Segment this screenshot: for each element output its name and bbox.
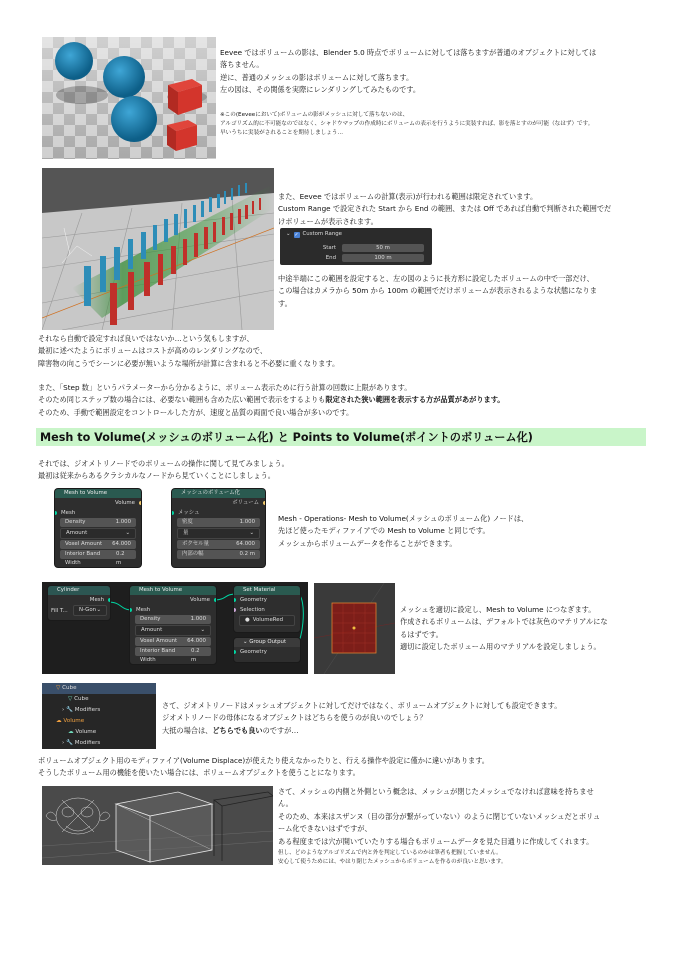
outliner-item[interactable] (42, 727, 156, 738)
emphasis-text: どちらでも良い (212, 725, 263, 735)
density-field[interactable] (60, 518, 136, 527)
mesh-data-icon: ▽ (68, 696, 75, 702)
text-line: 適切に設定したボリューム用のマテリアルを設定しましょう。 (400, 642, 601, 652)
block2-text2 (278, 273, 673, 310)
text-line: メッシュからボリュームデータを作ることができます。 (278, 538, 457, 548)
node-graph-editor[interactable] (42, 582, 308, 674)
density-label: 密度 (182, 519, 193, 525)
input-mesh-label: Mesh (136, 607, 151, 613)
text-line: この場合はカメラから 50m から 100m の範囲でだけボリュームが表示されるような状態になりま (278, 286, 597, 296)
output-volume-label: Volume (189, 597, 210, 603)
geometry-input-socket[interactable] (234, 598, 236, 602)
item-label: Cube (74, 696, 89, 702)
suzanne-wireframe-render (42, 786, 273, 865)
band-width-field[interactable] (135, 647, 211, 663)
selection-input-socket[interactable] (234, 608, 236, 612)
text-line: 落ちません。 (220, 60, 264, 70)
text-line: 最初に述べたようにボリュームはコストが高めのレンダリングなので、 (38, 346, 268, 356)
node-title: Mesh to Volume (64, 490, 108, 496)
text-line: メッシュを適切に設定し、Mesh to Volume につなぎます。 (400, 605, 596, 614)
chevron-down-icon: ⌄ (243, 639, 250, 645)
text-line: ん。 (278, 799, 293, 809)
node-title: Cylinder (57, 587, 80, 593)
text-line: ある程度までは穴が開いていたりする場合もボリュームデータを見た目通りに作成してくれます。 (278, 836, 594, 846)
material-sphere-icon: ● (245, 617, 250, 623)
item-label: Volume (75, 729, 97, 735)
density-value: 1.000 (115, 519, 131, 525)
output-volume-label: Volume (114, 500, 135, 506)
emphasis-text: 限定された狭い範囲を表示する方が品質があがります。 (325, 395, 505, 405)
outliner-item[interactable] (42, 705, 156, 716)
mesh-to-volume-node-en[interactable] (55, 489, 141, 567)
block5-text (278, 513, 673, 550)
text-line: ジオメトリノードの母体になるオブジェクトはどちらを使うのが良いのでしょう？ (162, 713, 427, 723)
pillar-scene (42, 168, 274, 330)
block6-text (400, 604, 670, 654)
item-label: Modifiers (74, 740, 101, 746)
chevron-right-icon[interactable]: › (62, 707, 67, 713)
text-line: また、Eevee ではボリュームの計算(表示)が行われる範囲は限定されています。 (278, 192, 538, 201)
block1-text (220, 47, 660, 97)
mode-dropdown[interactable] (177, 528, 260, 539)
end-value: 100 m (374, 255, 392, 261)
outliner-item[interactable] (42, 694, 156, 705)
density-field[interactable] (135, 615, 211, 624)
text-line (162, 725, 672, 737)
note-line: ※この(Eeveeにおいて)ボリュームの影がメッシュに対して落ちないのは、 (220, 112, 409, 118)
block8-text (38, 755, 668, 780)
item-label: Cube (62, 685, 77, 691)
item-label: Modifiers (74, 707, 101, 713)
output-mesh-label: Mesh (89, 597, 104, 603)
text-line: す。 (278, 298, 292, 308)
note-line: 但し、どのようなアルゴリズムで内と外を判定しているのかは筆者も把握していません。 (278, 850, 502, 856)
selection-label: Selection (240, 607, 265, 613)
node-title: Mesh to Volume (139, 587, 183, 593)
render-shapes (42, 37, 216, 159)
mode-dropdown[interactable] (135, 625, 211, 636)
item-label: Volume (63, 718, 85, 724)
material-selector[interactable] (239, 615, 295, 626)
text-line: そのため、本来はスザンヌ（目の部分が繋がっていない）のように閉じていないメッシュだとボリュ (278, 811, 601, 821)
text-line: さて、ジオメトリノードはメッシュオブジェクトに対してだけではなく、ボリュームオブジェクトに対しても設定できます。 (162, 701, 562, 710)
block2-text (278, 191, 673, 228)
text-line: ーム化できないはずですが、 (278, 824, 372, 834)
text-line (38, 394, 658, 406)
text-line: 中途半端にこの範囲を設定すると、左の図のように長方形に設定したボリュームの中で一部だけ、 (278, 274, 594, 283)
band-label: 内部の幅 (182, 551, 204, 557)
chevron-down-icon: ⌄ (249, 530, 254, 536)
cylinder-node[interactable] (48, 586, 110, 620)
text-span: そのため同じステップ数の場合には、必要ない範囲も含めた広い範囲で表示をするよりも (38, 395, 326, 405)
voxel-amount-field[interactable] (177, 540, 260, 549)
text-span: 大抵の場合は、 (162, 725, 213, 735)
wire-cube-2 (214, 792, 273, 861)
density-value: 1.000 (239, 519, 255, 525)
block7-text (162, 700, 672, 737)
text-line: それなら自動で設定すれば良いではないか…という気もしますが、 (38, 334, 254, 343)
text-line: 左の図は、その関係を実際にレンダリングしてみたものです。 (220, 85, 421, 95)
density-label: Density (65, 519, 86, 525)
chevron-down-icon: ⌄ (200, 627, 205, 633)
density-label: Density (140, 616, 161, 622)
mesh-input-socket[interactable] (130, 608, 132, 612)
fill-type-dropdown[interactable] (73, 605, 107, 616)
text-line: それでは、ジオメトリノードでのボリュームの操作に関して見てみましょう。 (38, 459, 289, 468)
voxel-value: 64.000 (112, 541, 131, 547)
voxel-label: ボクセル量 (182, 541, 209, 547)
band-value: 0.2 m (239, 551, 255, 557)
text-line: 作成されるボリュームは、デフォルトでは灰色のマテリアルにな (400, 617, 608, 627)
mesh-output-socket[interactable] (108, 598, 110, 602)
node-title: Set Material (243, 587, 276, 593)
voxel-value: 64.000 (236, 541, 255, 547)
text-line: そうしたボリューム用の機能を使いたい場合には、ボリュームオブジェクトを使うことになります。 (38, 768, 360, 778)
text-line: 最初は従来からあるクラシカルなノードから見ていくことにしましょう。 (38, 471, 275, 481)
block9-notes (278, 849, 673, 867)
node-title: メッシュのボリューム化 (181, 490, 241, 496)
set-material-node[interactable] (234, 586, 300, 632)
band-label: Interior Band Width (140, 648, 176, 663)
suzanne-mesh (46, 798, 110, 834)
mesh-input-socket[interactable] (55, 511, 57, 515)
outliner-item[interactable] (42, 716, 156, 727)
sphere-1 (55, 42, 93, 80)
wire-cube-1 (116, 792, 212, 862)
voxel-amount-field[interactable] (60, 540, 136, 549)
block3-text (38, 333, 658, 370)
outliner-item[interactable] (42, 683, 156, 694)
wireframe-scene (42, 786, 273, 865)
text-line: 障害物の向こうでシーンに必要が無いような場所が計算に含まれると不必要に重くなります。 (38, 358, 340, 368)
chevron-right-icon[interactable]: › (62, 740, 67, 746)
output-volume-label: ボリューム (232, 500, 259, 506)
geometry-label: Geometry (240, 649, 267, 655)
note-line: アルゴリズム的に不可能なのではなく、シャドウマップの作成時にボリュームの表示を行うように実装すれば、影を落とすのが可能（なはず）です。 (220, 121, 594, 127)
mode-value: 量 (183, 530, 189, 536)
end-label: End (325, 255, 336, 261)
volume-output-socket[interactable] (214, 598, 216, 602)
sphere-3 (111, 96, 157, 142)
text-span: のですが… (262, 725, 299, 735)
voxel-label: Voxel Amount (140, 638, 178, 644)
mesh-input-socket[interactable] (172, 511, 174, 515)
voxel-amount-field[interactable] (135, 637, 211, 646)
section-heading: Mesh to Volume(メッシュのボリューム化) と Points to Volume(ポイントのボリューム化) (40, 431, 533, 444)
text-line: 先ほど使ったモディファイアでの Mesh to Volume と同じです。 (278, 526, 490, 536)
eevee-shadow-render (42, 37, 216, 159)
density-field[interactable] (177, 518, 260, 527)
end-field[interactable] (342, 254, 424, 262)
volume-range-render (42, 168, 274, 330)
fill-type-value: N-Gon (79, 607, 97, 613)
group-output-node[interactable] (234, 638, 300, 662)
outliner-item[interactable] (42, 738, 156, 749)
density-value: 1.000 (190, 616, 206, 622)
block4-text (38, 458, 658, 483)
custom-range-checkbox[interactable]: ✓ (294, 231, 299, 238)
geometry-label: Geometry (240, 597, 267, 603)
text-line: Eevee ではボリュームの影は、Blender 5.0 時点でボリュームに対しては落ちますが普通のオブジェクトに対しては (220, 48, 597, 57)
material-name: VolumeRed (252, 617, 284, 623)
voxel-label: Voxel Amount (65, 541, 103, 547)
sphere-2 (103, 56, 145, 98)
mesh-to-volume-node[interactable] (130, 586, 216, 664)
band-width-field[interactable] (177, 550, 260, 559)
text-line: 逆に、普通のメッシュの影はボリュームに対して落ちます。 (220, 72, 414, 82)
text-line: Mesh - Operations- Mesh to Volume(メッシュのボリューム化) ノードは、 (278, 514, 529, 523)
fill-type-label: Fill T... (51, 607, 68, 614)
band-label: Interior Band Width (65, 551, 101, 566)
geometry-input-socket[interactable] (234, 650, 236, 654)
node-title: Group Output (249, 639, 287, 645)
mesh-object-icon: ▽ (56, 685, 63, 691)
volume-object-icon: ☁ (56, 718, 64, 724)
chevron-down-icon[interactable]: ⌄ (286, 231, 291, 237)
input-mesh-label: メッシュ (178, 510, 200, 516)
band-value: 0.2 m (115, 551, 125, 566)
mode-value: Amount (66, 530, 88, 536)
voxel-value: 64.000 (187, 638, 206, 644)
custom-range-panel (280, 228, 432, 265)
band-value: 0.2 m (190, 648, 200, 663)
note-line: 早いうちに実装がされることを期待しましょう… (220, 130, 344, 136)
text-line: けボリュームが表示されます。 (278, 216, 378, 226)
chevron-down-icon: ⌄ (96, 607, 101, 613)
red-volume-render (314, 583, 395, 674)
chevron-down-icon: ⌄ (125, 530, 130, 536)
wrench-icon: 🔧 (66, 740, 75, 746)
text-line: Custom Range で設定された Start から End の範囲、または Off であれば自動で判断された範囲でだ (278, 204, 612, 214)
wrench-icon: 🔧 (66, 707, 75, 713)
volume-output-socket[interactable] (139, 501, 141, 505)
mesh-to-volume-node-ja[interactable] (172, 489, 265, 567)
volume-data-icon: ☁ (68, 729, 76, 735)
start-field[interactable] (342, 244, 424, 252)
note-line: 安心して使うためには、やはり閉じたメッシュからボリュームを作るのが良いと思います。 (278, 859, 507, 865)
text-line: また、「Step 数」というパラメーターから分かるように、ボリューム表示ために行う計算の回数に上限があります。 (38, 383, 412, 392)
volume-cube (314, 583, 395, 674)
mode-dropdown[interactable] (60, 528, 136, 539)
block1-notes (220, 111, 670, 138)
input-mesh-label: Mesh (61, 510, 76, 516)
text-line: そのため、手動で範囲設定をコントロールした方が、速度と品質の両面で良い場合が多いのです。 (38, 407, 354, 417)
custom-range-title: Custom Range (302, 231, 342, 237)
text-line: るはずです。 (400, 629, 443, 639)
start-label: Start (322, 245, 336, 251)
outliner-panel[interactable] (42, 683, 156, 749)
volume-output-socket[interactable] (263, 501, 265, 505)
block3-text2 (38, 382, 658, 419)
block9-text (278, 786, 673, 848)
mode-value: Amount (141, 627, 163, 633)
band-width-field[interactable] (60, 550, 136, 566)
text-line: ボリュームオブジェクト用のモディファイア(Volume Displace)が使えたり使えなかったりと、行える操作や設定に僅かに違いがあります。 (38, 756, 489, 765)
text-line: さて、メッシュの内側と外側という概念は、メッシュが閉じたメッシュでなければ意味を持ちませ (278, 787, 594, 796)
start-value: 50 m (376, 245, 390, 251)
